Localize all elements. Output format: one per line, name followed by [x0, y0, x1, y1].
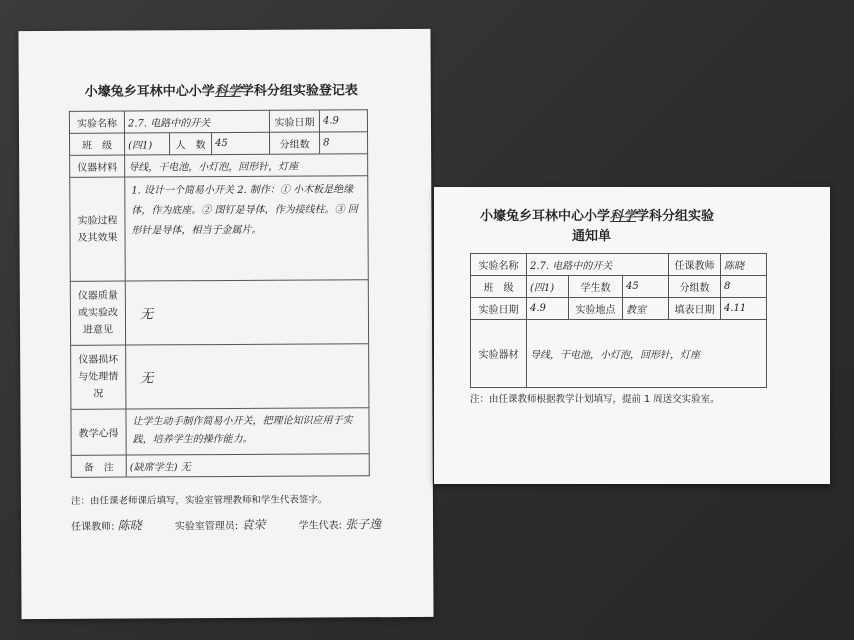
groups-label: 分组数	[270, 132, 320, 154]
table-row	[69, 132, 367, 156]
class-label: 班 级	[69, 133, 124, 155]
people-value: 45	[211, 132, 269, 154]
notice-title-line2: 通知单	[572, 229, 612, 244]
groups-value: 8	[721, 276, 767, 298]
notice-form-sheet	[434, 187, 830, 484]
date-label: 实验日期	[269, 110, 319, 132]
student-signature: 张子逸	[345, 517, 382, 532]
table-row	[70, 154, 368, 178]
registration-table	[69, 109, 370, 478]
remark-label: 备 注	[71, 455, 126, 477]
reflection-label: 教学心得	[71, 409, 126, 455]
reflection-value: 让学生动手制作简易小开关，把理论知识应用于实践，培养学生的操作能力。	[126, 408, 369, 455]
place-label: 实验地点	[569, 298, 623, 320]
signature-row	[71, 515, 381, 534]
quality-label: 仪器质量或实验改进意见	[70, 281, 125, 345]
teacher-label: 任课教师	[669, 254, 721, 276]
table-row	[471, 254, 767, 276]
form-footnote: 注：由任课老师课后填写，实验室管理教师和学生代表签字。	[70, 494, 328, 507]
table-row	[471, 320, 767, 388]
date-value: 4.9	[527, 298, 569, 320]
name-label: 实验名称	[471, 254, 527, 276]
teacher-value: 陈晓	[721, 254, 767, 276]
teacher-signature: 陈晓	[117, 518, 142, 533]
table-row	[71, 344, 369, 410]
notice-title	[480, 205, 714, 224]
title-subject: 科学	[214, 83, 241, 100]
title-school: 小壕兔乡耳林中心小学	[84, 84, 215, 100]
registration-form-sheet	[18, 29, 433, 619]
name-value: 2.7. 电路中的开关	[527, 254, 669, 276]
materials-value: 导线，干电池，小灯泡，回形针，灯座	[125, 154, 368, 177]
title-suffix: 学科分组实验	[636, 209, 715, 224]
teacher-sign-label: 任课教师:	[71, 521, 115, 533]
form-title	[85, 79, 358, 99]
materials-label: 仪器材料	[70, 155, 125, 177]
damage-label: 仪器损坏与处理情况	[71, 345, 126, 409]
damage-value: 无	[126, 344, 369, 409]
process-label: 实验过程及其效果	[70, 177, 126, 281]
title-subject: 科学	[610, 209, 637, 224]
date-label: 实验日期	[471, 298, 527, 320]
equipment-value: 导线，干电池，小灯泡，回形针，灯座	[527, 320, 767, 388]
lab-sign-label: 实验室管理员:	[174, 520, 239, 533]
notice-table	[470, 253, 767, 388]
table-row	[471, 276, 767, 298]
table-row	[70, 280, 368, 346]
equipment-label: 实验器材	[471, 320, 527, 388]
fill-date-label: 填表日期	[669, 298, 721, 320]
students-value: 45	[623, 276, 669, 298]
notice-footnote: 注：由任课教师根据教学计划填写，提前 1 周送交实验室。	[470, 394, 720, 405]
groups-value: 8	[320, 132, 368, 154]
students-label: 学生数	[569, 276, 623, 298]
table-row	[471, 298, 767, 320]
table-row	[70, 176, 369, 282]
class-value: (四1)	[527, 276, 569, 298]
title-school: 小壕兔乡耳林中心小学	[480, 209, 611, 224]
title-suffix: 学科分组实验登记表	[240, 83, 358, 99]
quality-value: 无	[125, 280, 368, 345]
process-value: 1. 设计一个简易小开关 2. 制作：① 小木板是绝缘体，作为底座。② 图钉是导体，作为接线柱。③ 回形针是导体，相当于金属片。	[125, 176, 369, 281]
place-value: 教室	[623, 298, 669, 320]
name-value: 2.7. 电路中的开关	[124, 110, 269, 133]
people-label: 人 数	[169, 133, 211, 155]
class-label: 班 级	[471, 276, 527, 298]
table-row	[71, 408, 369, 456]
date-value: 4.9	[319, 110, 367, 132]
class-value: (四1)	[124, 133, 169, 155]
lab-signature: 袁荣	[241, 517, 266, 532]
table-row	[69, 110, 367, 134]
groups-label: 分组数	[669, 276, 721, 298]
fill-date-value: 4.11	[721, 298, 767, 320]
student-sign-label: 学生代表:	[298, 520, 342, 532]
name-label: 实验名称	[69, 111, 124, 133]
remark-value: (缺席学生) 无	[126, 454, 369, 477]
table-row	[71, 454, 369, 478]
